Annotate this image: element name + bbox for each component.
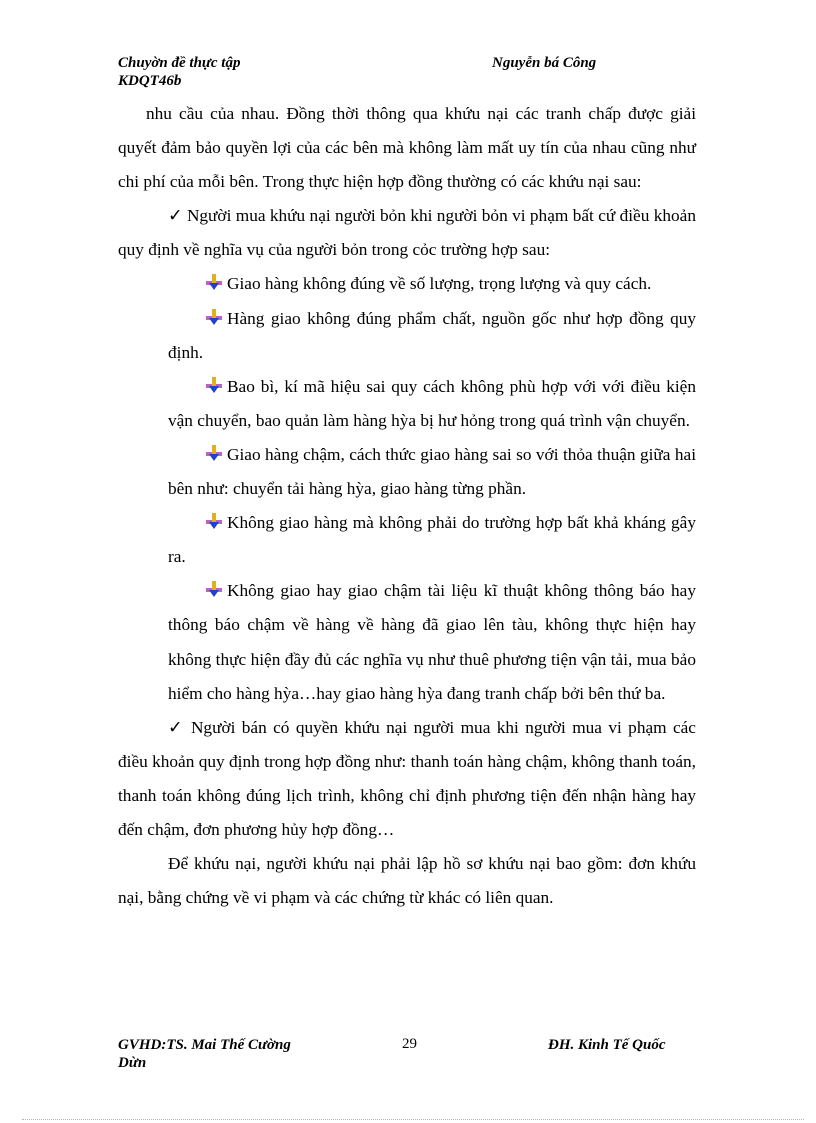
footer-advisor-cont: Dừn xyxy=(118,1055,147,1071)
checkmark-icon: ✓ xyxy=(168,206,187,226)
check-item-buyer xyxy=(118,199,696,267)
arrow-down-bullet-icon xyxy=(204,444,224,462)
check-item-seller-text: Người bán có quyền khứu nại người mua khi người mua vi phạm các điều khoản quy định trong hợp đồng như: thanh toán hàng chậm, không thanh toán, thanh toán không đúng lịch trình, không chỉ định phương tiện đến nhận hàng hay đến chậm, đơn phương hủy hợp đồng… xyxy=(118,717,696,839)
page-number: 29 xyxy=(402,1036,417,1052)
header-class: KDQT46b xyxy=(118,73,182,89)
header-left xyxy=(118,54,240,90)
check-item-seller xyxy=(118,711,696,847)
page-bottom-border xyxy=(22,1119,804,1120)
checkmark-icon: ✓ xyxy=(168,717,191,737)
sub-item-text: Hàng giao không đúng phẩm chất, nguồn gốc như hợp đồng quy định. xyxy=(168,308,696,362)
sub-item xyxy=(118,370,696,438)
arrow-down-bullet-icon xyxy=(204,273,224,291)
paragraph-intro: nhu cầu của nhau. Đồng thời thông qua khứu nại các tranh chấp được giải quyết đảm bảo quyền lợi của các bên mà không làm mất uy tín của nhau cũng như chi phí của mỗi bên. Trong thực hiện hợp đồng thường có các khứu nại sau: xyxy=(118,104,696,192)
arrow-down-bullet-icon xyxy=(204,512,224,530)
sub-item-text: Không giao hàng mà không phải do trường hợp bất khả kháng gây ra. xyxy=(168,513,696,567)
footer-advisor: GVHD:TS. Mai Thế Cường xyxy=(118,1037,291,1053)
footer-left xyxy=(118,1036,291,1072)
arrow-down-bullet-icon xyxy=(204,308,224,326)
sub-item-text: Không giao hay giao chậm tài liệu kĩ thuật không thông báo hay thông báo chậm về hàng về hàng đã giao lên tàu, không thực hiện hay không thực hiện đầy đủ các nghĩa vụ như thuê phương tiện vận tải, mua bảo hiểm cho hàng hỳa…hay giao hàng hỳa đang tranh chấp bởi bên thứ ba. xyxy=(168,581,696,703)
check-item-buyer-text: Người mua khứu nại người bỏn khi người bỏn vi phạm bất cứ điều khoản quy định về nghĩa vụ của người bỏn trong cỏc trường hợp sau: xyxy=(118,206,696,260)
header-course: Chuyờn đề thực tập xyxy=(118,55,241,71)
header-author: Nguyễn bá Công xyxy=(492,55,597,71)
sub-item xyxy=(118,506,696,574)
sub-item-text: Bao bì, kí mã hiệu sai quy cách không phù hợp với với điều kiện vận chuyển, bao quản làm hàng hỳa bị hư hỏng trong quá trình vận chuyển. xyxy=(168,376,696,430)
sub-item xyxy=(118,574,696,710)
arrow-down-bullet-icon xyxy=(204,376,224,394)
arrow-down-bullet-icon xyxy=(204,580,224,598)
sub-item xyxy=(118,267,696,301)
sub-item xyxy=(118,438,696,506)
paragraph-closing: Để khứu nại, người khứu nại phải lập hồ sơ khứu nại bao gồm: đơn khứu nại, bằng chứng về vi phạm và các chứng từ khác có liên quan. xyxy=(118,854,696,908)
page-body xyxy=(118,97,696,915)
sub-item-text: Giao hàng không đúng về số lượng, trọng lượng và quy cách. xyxy=(227,274,652,294)
sub-item-text: Giao hàng chậm, cách thức giao hàng sai so với thỏa thuận giữa hai bên như: chuyển tải hàng hỳa, giao hàng từng phần. xyxy=(168,444,696,499)
footer-university: ĐH. Kinh Tế Quốc xyxy=(548,1037,666,1053)
sub-item xyxy=(118,302,696,370)
